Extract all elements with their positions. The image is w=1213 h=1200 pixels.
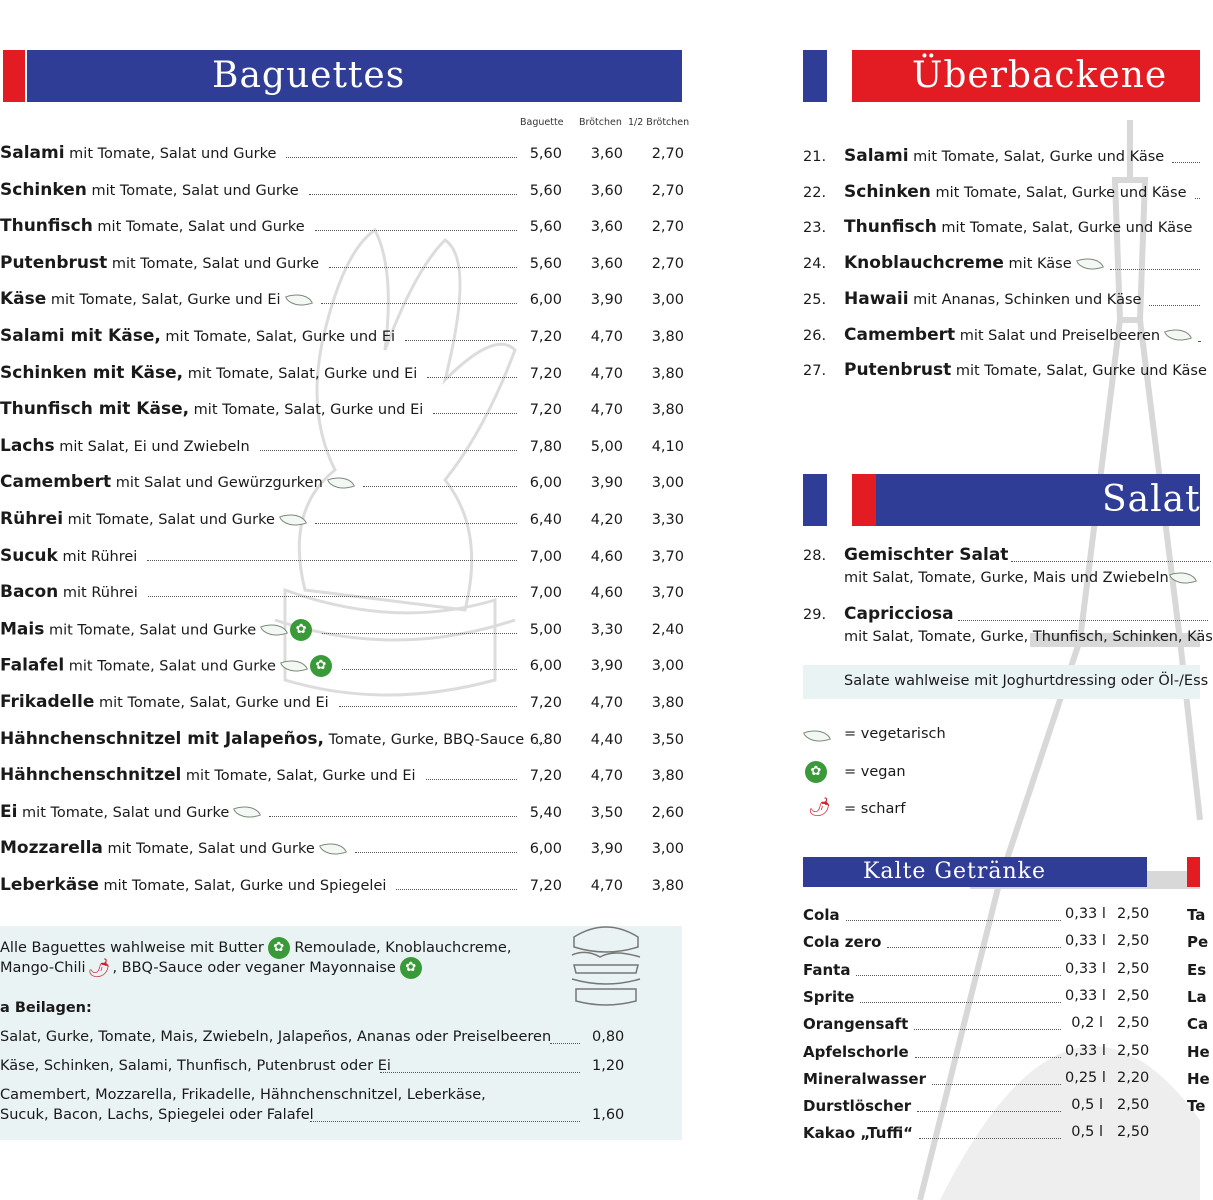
drink-volume: 0,5 l (1071, 1097, 1103, 1114)
vegan-icon: ✿ (310, 655, 332, 677)
drink-name: Mineralwasser (803, 1069, 926, 1088)
item-name: Gemischter Salat (844, 545, 1009, 565)
item-price: 7,20 (529, 878, 562, 894)
item-desc: mit Tomate, Salat, Gurke und Ei (160, 329, 396, 345)
item-name: Knoblauchcreme (844, 253, 1004, 274)
item-desc: mit Rührei (58, 585, 138, 602)
baguette-item (0, 509, 690, 537)
item-desc: mit Tomate, Salat und Gurke (63, 512, 275, 528)
drink-price: 2,20 (1117, 1069, 1150, 1086)
baguette-item (0, 436, 690, 464)
drink-volume: 0,33 l (1065, 1042, 1106, 1059)
item-name: Salami (844, 146, 909, 166)
item-desc: mit Tomate, Salat und Gurke (92, 219, 305, 236)
dots (915, 1057, 1061, 1058)
baguette-item (0, 253, 690, 281)
dots (286, 157, 517, 158)
item-price: 6,00 (529, 475, 562, 492)
ueberbacken-item (803, 146, 1200, 174)
drink-item (803, 933, 1163, 959)
dots (405, 340, 517, 341)
drink-volume: 0,25 l (1065, 1069, 1106, 1086)
item-name: Schinken (844, 181, 931, 202)
vegetarian-icon (285, 288, 313, 311)
item-desc: mit Tomate, Salat, Gurke und Ei (183, 365, 418, 382)
extra-row-3a: Camembert, Mozzarella, Frikadelle, Hähnchenschnitzel, Leberkäse, (0, 1087, 486, 1103)
drink-name: Fanta (803, 960, 851, 979)
item-price: 7,20 (529, 695, 562, 711)
drink-item (803, 961, 1163, 987)
extra-text: Sucuk, Bacon, Lachs, Spiegelei oder Falafel (0, 1107, 314, 1123)
drink-price: 2,50 (1117, 960, 1150, 977)
ueberbacken-item (803, 325, 1200, 353)
vegetarian-icon (1164, 323, 1192, 346)
item-desc: mit Salat und Gewürzgurken (111, 475, 323, 492)
extras-title: a Beilagen: (0, 1000, 92, 1016)
chili-icon: 🌶 (87, 957, 111, 979)
item-desc: mit Käse (1003, 256, 1072, 273)
drink-name: Cola zero (803, 933, 882, 952)
item-price: 3,90 (590, 841, 623, 858)
item-price: 3,90 (590, 658, 623, 675)
extra-price: 0,80 (592, 1029, 625, 1045)
item-price: 7,00 (529, 585, 562, 602)
drink-name: Cola (803, 906, 840, 924)
item-name: Lachs (0, 435, 55, 456)
item-desc: mit Tomate, Salat, Gurke und Käse (908, 149, 1165, 165)
vegetarian-icon (803, 724, 831, 747)
item-price: 2,60 (651, 804, 684, 821)
baguette-item (0, 399, 690, 427)
item-number: 25. (803, 291, 827, 308)
item-number: 29. (803, 607, 827, 623)
baguette-item (0, 180, 690, 208)
item-price: 6,80 (529, 731, 562, 748)
cut-drink-name: Pe (1187, 933, 1209, 952)
vegetarian-icon (1076, 252, 1104, 275)
extra-row-1 (0, 1029, 625, 1045)
dots (427, 377, 517, 378)
cut-drink-name: He (1187, 1042, 1210, 1061)
item-price: 6,00 (529, 658, 562, 675)
legend-chili: = scharf (844, 801, 906, 817)
extra-price: 1,20 (592, 1058, 625, 1074)
dots (1149, 305, 1200, 306)
item-desc: mit Tomate, Salat, Gurke und Ei (94, 695, 329, 711)
baguette-item (0, 875, 690, 903)
item-price: 3,60 (590, 182, 623, 199)
item-name: Thunfisch (0, 216, 93, 237)
item-price: 3,30 (590, 621, 623, 638)
drink-item (803, 988, 1163, 1014)
item-name: Camembert (0, 472, 112, 493)
item-name: Schinken mit Käse, (0, 362, 184, 383)
drink-item (803, 906, 1163, 932)
drink-price: 2,50 (1117, 987, 1150, 1004)
item-name: Schinken (0, 179, 87, 200)
ueberbacken-item (803, 217, 1200, 245)
item-price: 6,00 (529, 292, 562, 309)
item-price: 3,90 (590, 292, 623, 309)
item-price: 3,80 (651, 768, 684, 785)
item-price: 4,40 (590, 731, 623, 748)
dots (260, 450, 517, 451)
item-price: 3,80 (651, 878, 684, 894)
baguette-item (0, 546, 690, 574)
item-desc: mit Tomate, Salat, Gurke und Spiegelei (98, 878, 387, 894)
dots (269, 816, 517, 817)
flag-stripe-red (3, 50, 25, 102)
dots (309, 194, 517, 195)
extra-text: Käse, Schinken, Salami, Thunfisch, Putenbrust oder Ei (0, 1058, 391, 1074)
chili-icon: 🌶 (808, 797, 831, 818)
item-price: 3,50 (590, 804, 623, 821)
item-desc: mit Tomate, Salat und Gurke (102, 841, 315, 858)
vegetarian-icon (327, 471, 355, 494)
item-desc: mit Salat, Ei und Zwiebeln (54, 438, 250, 455)
dots (148, 596, 517, 597)
vegetarian-icon (280, 655, 308, 678)
item-desc: mit Tomate, Salat, Gurke und Ei (181, 768, 416, 785)
dots (856, 975, 1061, 976)
item-price: 5,00 (590, 438, 623, 455)
baguette-item (0, 765, 690, 793)
dots (342, 669, 517, 670)
salad-note: Salate wahlweise mit Joghurtdressing oder Öl-/Ess (844, 673, 1209, 689)
cut-drink-name: Te (1187, 1097, 1206, 1116)
item-price: 4,10 (651, 438, 684, 455)
ueberbackene-title: Überbackene (912, 55, 1168, 96)
item-price: 2,40 (651, 621, 684, 638)
item-desc: mit Rührei (57, 548, 138, 565)
vegetarian-icon (319, 837, 347, 860)
drink-item (803, 1070, 1163, 1096)
item-name: Hähnchenschnitzel mit Jalapeños, (0, 728, 324, 749)
item-price: 5,60 (529, 182, 562, 199)
col-header-baguette: Baguette (520, 117, 564, 128)
item-price: 3,00 (651, 658, 684, 675)
dots (310, 1121, 580, 1122)
vegetarian-icon (233, 801, 261, 824)
item-price: 7,20 (529, 329, 562, 345)
dots (958, 620, 1208, 621)
item-price: 3,80 (651, 695, 684, 711)
drink-volume: 0,33 l (1065, 960, 1106, 977)
baguette-item (0, 729, 690, 757)
item-number: 23. (803, 220, 827, 237)
item-price: 3,00 (651, 841, 684, 858)
item-price: 3,80 (651, 365, 684, 382)
item-price: 4,60 (590, 548, 623, 565)
flag-stripe-red (852, 474, 876, 526)
item-price: 7,80 (529, 438, 562, 455)
item-price: 3,70 (651, 548, 684, 565)
dots (315, 523, 517, 524)
drink-volume: 0,33 l (1065, 987, 1106, 1004)
dots (380, 1072, 580, 1073)
dots (363, 486, 517, 487)
drink-volume: 0,5 l (1071, 1124, 1103, 1141)
dots (147, 560, 517, 561)
baguettes-banner (27, 50, 682, 102)
item-price: 3,60 (590, 219, 623, 236)
baguette-item (0, 472, 690, 500)
flag-stripe-red (1187, 857, 1200, 887)
dots (1198, 341, 1200, 342)
item-price: 7,20 (529, 365, 562, 382)
item-desc: mit Tomate, Salat, Gurke und Käse (951, 363, 1207, 380)
baguette-item (0, 363, 690, 391)
item-price: 2,70 (651, 219, 684, 236)
ueberbacken-item (803, 253, 1200, 281)
dots (887, 947, 1061, 948)
vegetarian-icon (260, 618, 288, 641)
dots (914, 1029, 1061, 1030)
item-desc: mit Tomate, Salat und Gurke (64, 658, 276, 675)
item-price: 6,40 (529, 512, 562, 528)
dots (355, 852, 517, 853)
drink-price: 2,50 (1117, 1015, 1150, 1032)
item-desc: mit Tomate, Salat, Gurke und Ei (189, 402, 424, 419)
col-header-half-broetchen: 1/2 Brötchen (628, 117, 690, 128)
item-name: Sucuk (0, 545, 58, 566)
item-price: 2,70 (651, 182, 684, 199)
item-number: 27. (803, 363, 827, 380)
cut-drink-name: La (1187, 987, 1207, 1006)
item-name: Salami mit Käse, (0, 326, 161, 346)
item-price: 5,60 (529, 146, 562, 162)
item-price: 3,60 (590, 146, 623, 162)
item-desc: mit Tomate, Salat und Gurke (17, 804, 230, 821)
item-price: 3,70 (651, 585, 684, 602)
extra-row-3 (0, 1107, 625, 1123)
drink-price: 2,50 (1117, 906, 1150, 922)
item-desc: mit Tomate, Salat und Gurke (86, 182, 299, 199)
item-name: Mozzarella (0, 838, 103, 859)
item-desc: mit Ananas, Schinken und Käse (908, 291, 1142, 308)
item-price: 3,00 (651, 292, 684, 309)
baguette-item (0, 692, 690, 720)
item-name: Falafel (0, 655, 65, 676)
item-name: Hähnchenschnitzel (0, 765, 182, 786)
drink-price: 2,50 (1117, 1124, 1150, 1141)
legend-vegan: = vegan (844, 764, 906, 780)
vegan-icon: ✿ (400, 957, 422, 979)
salat-banner (876, 474, 1200, 526)
item-desc: mit Tomate, Salat, Gurke und Ei (46, 292, 281, 309)
item-desc: mit Tomate, Salat, Gurke und Käse (936, 220, 1193, 237)
item-number: 21. (803, 149, 827, 165)
item-name: Ei (0, 801, 18, 822)
drink-name: Sprite (803, 987, 855, 1006)
item-price: 4,60 (590, 585, 623, 602)
baguette-item (0, 619, 690, 647)
dots (426, 779, 517, 780)
item-price: 7,00 (529, 548, 562, 565)
item-price: 4,70 (590, 329, 623, 345)
kalte-getraenke-banner (803, 857, 1147, 887)
item-price: 3,90 (590, 475, 623, 492)
baguette-item (0, 838, 690, 866)
dots (846, 920, 1061, 921)
item-number: 28. (803, 548, 827, 564)
dots (339, 706, 517, 707)
dots (1110, 269, 1200, 270)
kalte-getraenke-title: Kalte Getränke (863, 859, 1047, 884)
item-name: Bacon (0, 582, 59, 603)
col-header-broetchen: Brötchen (579, 117, 622, 128)
item-desc: Tomate, Gurke, BBQ-Sauce (323, 731, 525, 748)
info-line-2a: Mango-Chili (0, 960, 86, 976)
dots (433, 413, 517, 414)
item-price: 4,70 (590, 402, 623, 419)
item-name: Hawaii (844, 288, 909, 309)
info-line-2b: , BBQ-Sauce oder veganer Mayonnaise (112, 960, 396, 976)
sandwich-illustration (566, 917, 646, 1012)
item-price: 3,00 (651, 475, 684, 492)
dots (315, 230, 517, 231)
cut-drink-name: Ca (1187, 1015, 1209, 1034)
drink-volume: 0,2 l (1071, 1015, 1103, 1032)
cut-drink-name: Ta (1187, 906, 1206, 924)
item-name: Putenbrust (0, 252, 108, 273)
drink-item (803, 1124, 1163, 1150)
info-line-2 (0, 957, 422, 979)
salat-title: Salat (1102, 479, 1201, 520)
item-price: 3,80 (651, 329, 684, 345)
item-desc: mit Tomate, Salat, Gurke und Käse (930, 184, 1187, 201)
item-number: 22. (803, 184, 827, 201)
flag-stripe-blue (803, 474, 827, 526)
ueberbacken-item (803, 289, 1200, 317)
drink-price: 2,50 (1117, 1042, 1150, 1059)
item-price: 5,00 (529, 621, 562, 638)
item-name: Salami (0, 143, 65, 163)
item-name: Thunfisch (844, 217, 937, 238)
item-price: 4,70 (590, 695, 623, 711)
vegan-icon: ✿ (268, 937, 290, 959)
item-desc: mit Salat, Tomate, Gurke, Mais und Zwiebeln (844, 570, 1169, 586)
dots (329, 267, 517, 268)
drink-name: Orangensaft (803, 1015, 909, 1034)
item-price: 4,70 (590, 365, 623, 382)
item-number: 26. (803, 327, 827, 344)
item-desc: mit Tomate, Salat und Gurke (107, 255, 320, 272)
item-name: Leberkäse (0, 875, 99, 895)
dots (396, 889, 517, 890)
item-name: Capricciosa (844, 604, 954, 624)
drink-name: Kakao „Tuffi“ (803, 1124, 914, 1143)
drink-item (803, 1015, 1163, 1041)
flag-stripe-blue (803, 50, 827, 102)
item-price: 3,30 (651, 512, 684, 528)
dots (919, 1138, 1061, 1139)
item-price: 4,20 (590, 512, 623, 528)
extra-price: 1,60 (592, 1107, 625, 1123)
baguette-item (0, 326, 690, 354)
dots (550, 1043, 580, 1044)
item-price: 3,50 (651, 731, 684, 748)
item-desc: mit Tomate, Salat und Gurke (64, 146, 277, 162)
baguette-item (0, 655, 690, 683)
baguette-item (0, 216, 690, 244)
item-price: 6,00 (529, 841, 562, 858)
dots (1011, 561, 1211, 562)
cut-drink-name: He (1187, 1069, 1210, 1088)
baguette-item (0, 802, 690, 830)
item-price: 7,20 (529, 768, 562, 785)
item-price: 5,60 (529, 219, 562, 236)
vegan-icon: ✿ (290, 619, 312, 641)
info-line-1 (0, 937, 511, 959)
item-name: Camembert (844, 324, 956, 345)
dots (932, 1084, 1061, 1085)
dots (322, 633, 517, 634)
item-name: Käse (0, 289, 47, 310)
baguette-item (0, 289, 690, 317)
drink-item (803, 1043, 1163, 1069)
item-price: 4,70 (590, 768, 623, 785)
drink-price: 2,50 (1117, 1097, 1150, 1114)
drink-name: Durstlöscher (803, 1097, 912, 1116)
baguettes-title: Baguettes (212, 55, 406, 96)
item-price: 2,70 (651, 146, 684, 162)
drink-price: 2,50 (1117, 933, 1150, 950)
item-price: 5,40 (529, 804, 562, 821)
item-price: 4,70 (590, 878, 623, 894)
item-desc: mit Salat, Tomate, Gurke, Thunfisch, Schinken, Käs (844, 629, 1213, 645)
info-line-1b: Remoulade, Knoblauchcreme, (294, 940, 512, 956)
ueberbacken-item (803, 182, 1200, 210)
drink-volume: 0,33 l (1065, 933, 1106, 950)
item-number: 24. (803, 256, 827, 273)
extra-row-2 (0, 1058, 625, 1074)
ueberbacken-item (803, 360, 1207, 388)
item-name: Rührei (0, 509, 64, 529)
item-price: 5,60 (529, 255, 562, 272)
drink-name: Apfelschorle (803, 1042, 909, 1061)
dots (1172, 162, 1200, 163)
item-name: Mais (0, 619, 45, 640)
baguette-item (0, 582, 690, 610)
dots (917, 1111, 1061, 1112)
item-name: Putenbrust (844, 360, 952, 381)
item-price: 2,70 (651, 255, 684, 272)
legend-vegetarian: = vegetarisch (844, 726, 946, 742)
item-name: Frikadelle (0, 692, 95, 712)
drink-item (803, 1097, 1163, 1123)
cut-drink-name: Es (1187, 960, 1207, 979)
vegan-icon: ✿ (805, 761, 827, 783)
item-price: 7,20 (529, 402, 562, 419)
dots (321, 303, 517, 304)
info-line-1a: Alle Baguettes wahlweise mit Butter (0, 940, 264, 956)
item-price: 3,80 (651, 402, 684, 419)
baguette-item (0, 143, 690, 171)
extra-text: Salat, Gurke, Tomate, Mais, Zwiebeln, Jalapeños, Ananas oder Preiselbeeren (0, 1029, 552, 1045)
dots (860, 1002, 1061, 1003)
item-price: 3,60 (590, 255, 623, 272)
item-desc: mit Tomate, Salat und Gurke (44, 622, 257, 639)
item-name: Thunfisch mit Käse, (0, 399, 190, 420)
vegetarian-icon (279, 508, 307, 531)
drink-volume: 0,33 l (1065, 906, 1106, 922)
dots (1195, 198, 1200, 199)
item-desc: mit Salat und Preiselbeeren (955, 327, 1161, 344)
